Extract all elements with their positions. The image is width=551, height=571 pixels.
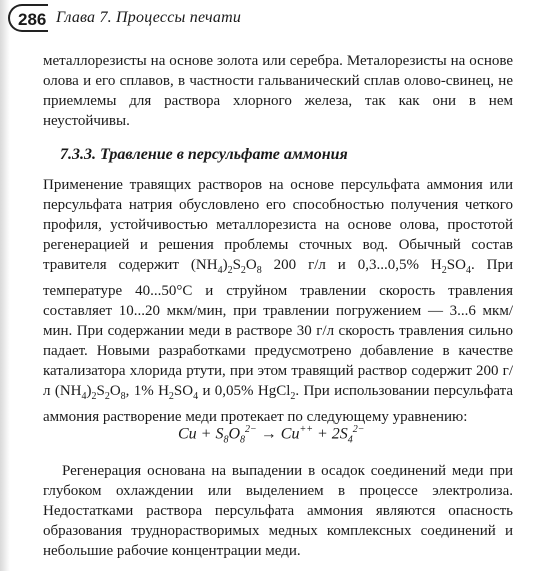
formula-part: + 2S [312, 425, 348, 443]
p2-text-a: Применение травящих растворов на основе персульфата аммония или персульфата натрия обусловлено его способностью получения четкого профиля, устойчивостью металлорезиста на основе олова, простотой регенерацией и решения проблемы сточных вод. Обычный состав травителя содержит (NH [43, 177, 513, 273]
p2-sub: 2 [240, 265, 246, 276]
p2-sub: 4 [193, 391, 199, 402]
p2-sub: 8 [256, 265, 262, 276]
p2-sub: 2 [104, 391, 110, 402]
paragraph-2 [43, 175, 513, 427]
formula-part: O [228, 425, 241, 443]
formula-sub: 8 [240, 434, 246, 446]
p2-text: ) [86, 383, 92, 399]
p2-text: . При температуре 40...50°С и струйном травлении скорость травления составляет 10...20 мкм/мин, при травлении погружением — 3...6 мкм/мин. При содержании меди в растворе 30 г/л скорость травления сильно падает. Новыми разработками предусмотрено добавление в качестве катализатора хлорида ртути, при этом травящий раствор содержит 200 г/л (NH [43, 257, 513, 399]
p2-sub: 8 [120, 391, 126, 402]
p2-text: SO [173, 383, 194, 399]
paragraph-1: металлорезисты на основе золота или серебра. Металорезисты на основе олова и его сплавов, в частности гальванический сплав олово-свинец, не приемлемы для раствора хлорного железа, так как они в нем неустойчивы. [43, 53, 513, 129]
p2-text: 200 г/л и 0,3...0,5% H [261, 257, 442, 273]
p2-sub: 4 [217, 265, 223, 276]
p2-sub: 2 [441, 265, 447, 276]
p2-sub: 2 [91, 391, 97, 402]
page-gutter-shadow [0, 0, 10, 571]
paragraph-3: Регенерация основана на выпадении в осадок соединений меди при глубоком охлаждении или выделением в процессе электролиза. Недостатками раствора персульфата аммония являются опасность образования труднорастворимых медных комплексных соединений и небольшие рабочие концентрации меди. [43, 463, 513, 559]
p2-sub: 2 [227, 265, 233, 276]
reaction-equation [178, 424, 365, 446]
p2-text: O [109, 383, 121, 399]
p2-text: S [232, 257, 241, 273]
section-number: 7.3.3. [60, 146, 96, 163]
p2-text: SO [446, 257, 466, 273]
formula-sup: ++ [299, 424, 313, 435]
p2-text: , 1% H [125, 383, 169, 399]
formula-sup: 2− [352, 424, 365, 435]
p2-sub: 4 [465, 265, 471, 276]
p2-sub: 2 [168, 391, 174, 402]
formula-sup: 2− [245, 424, 257, 435]
p2-text-end: . При использовании персульфата аммония растворение меди протекает по следующему уравнению: [43, 383, 514, 425]
section-heading [60, 146, 348, 164]
p2-text: ) [222, 257, 228, 273]
formula-sub: 8 [223, 434, 229, 446]
formula-part: Cu [178, 425, 197, 443]
p2-text: S [96, 383, 105, 399]
section-title: Травление в персульфате аммония [100, 146, 348, 163]
p2-text: O [245, 257, 257, 273]
page-number: 286 [8, 4, 48, 32]
formula-part: → Cu [256, 425, 300, 443]
page-header [6, 4, 536, 34]
p2-sub: 2 [290, 391, 296, 402]
p2-sub: 4 [81, 391, 87, 402]
chapter-title: Глава 7. Процессы печати [56, 9, 242, 26]
p2-text: и 0,05% HgCl [198, 383, 291, 399]
formula-sub: 4 [347, 434, 353, 446]
formula-part: + S [196, 425, 224, 443]
